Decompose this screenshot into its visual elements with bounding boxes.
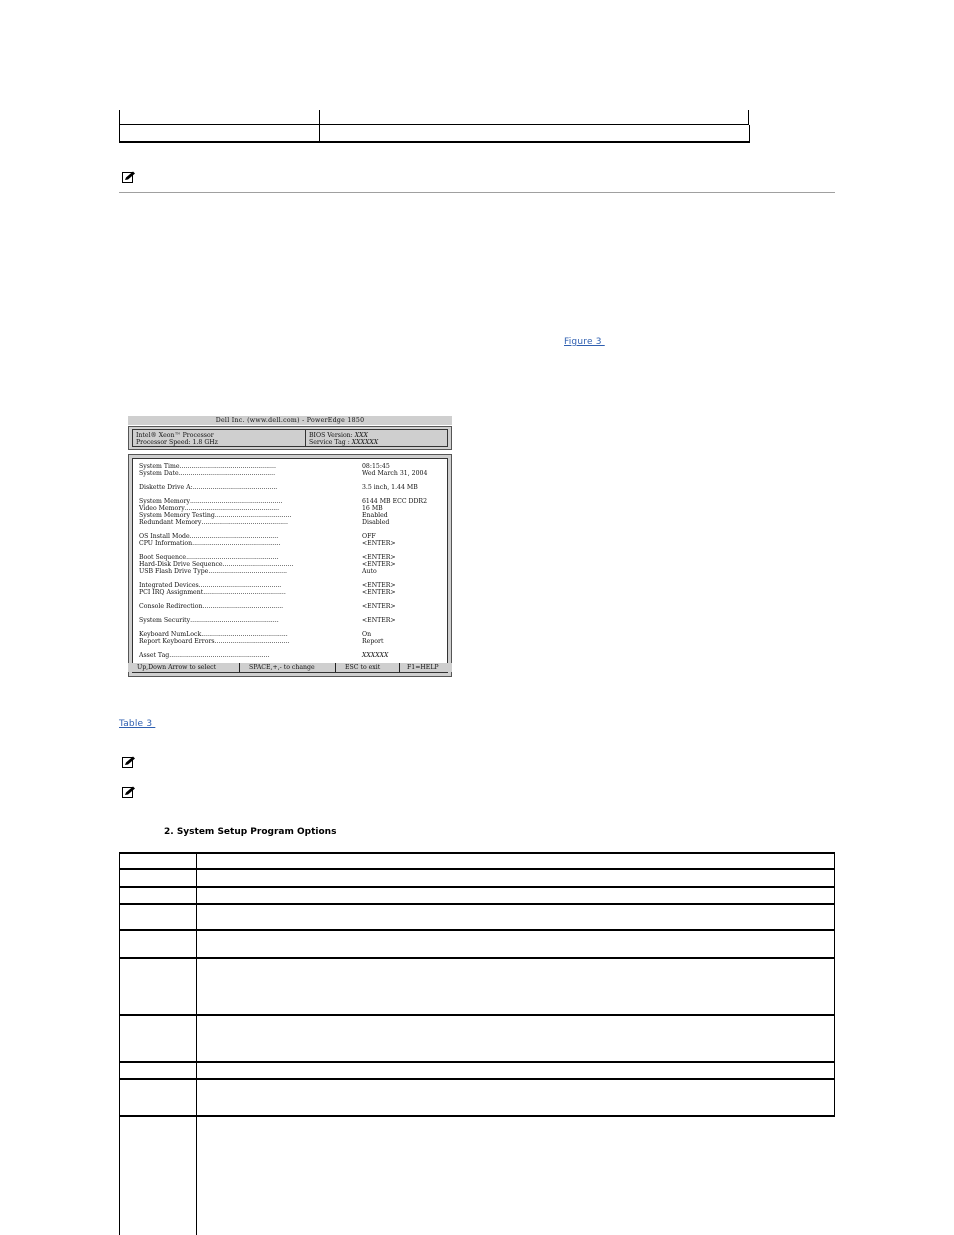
bios-setting-label: System Security [139, 617, 191, 624]
bios-setup-screen-figure [128, 416, 452, 672]
bios-setting-row[interactable]: Diskette Drive A:........................................... 3.5 inch, 1.44 MB [139, 484, 418, 491]
bios-setting-label: OS Install Mode [139, 533, 190, 540]
bios-setting-row[interactable]: System Time................................................. 08:15:45 [139, 463, 390, 470]
service-tag: Service Tag : XXXXXX [309, 439, 379, 446]
bios-status-bar [128, 663, 452, 672]
top-table [119, 110, 749, 142]
bios-setting-label: Video Memory [139, 505, 185, 512]
bios-setting-label: Console Redirection [139, 603, 203, 610]
note-icon [122, 171, 136, 183]
bios-setting-row[interactable]: Integrated Devices.......................................... <ENTER> [139, 582, 396, 589]
bios-setting-row[interactable]: USB Flash Drive Type........................................ Auto [139, 568, 377, 575]
bios-setting-row[interactable]: Hard-Disk Drive Sequence.................................... <ENTER> [139, 561, 396, 568]
bios-setting-label: System Memory [139, 498, 190, 505]
bios-setting-row[interactable]: System Memory Testing....................................... Enabled [139, 512, 388, 519]
status-select-hint: Up,Down Arrow to select [137, 664, 217, 671]
bios-setting-label: PCI IRQ Assignment [139, 589, 204, 596]
bios-setting-label: System Time [139, 463, 180, 470]
processor-name: Intel® Xeon™ Processor [136, 432, 214, 439]
bios-setting-row[interactable]: PCI IRQ Assignment.......................................... <ENTER> [139, 589, 396, 596]
note-icon [122, 756, 136, 768]
table-link[interactable]: Table 3 [119, 719, 156, 729]
figure-link[interactable]: Figure 3 [564, 337, 605, 347]
bios-setting-row[interactable]: System Security............................................. <ENTER> [139, 617, 396, 624]
bios-setting-row[interactable]: Report Keyboard Errors...................................... Report [139, 638, 384, 645]
table-caption: 2. System Setup Program Options [164, 827, 337, 837]
bios-setting-row[interactable]: Console Redirection......................................... <ENTER> [139, 603, 396, 610]
bios-setting-label: Hard-Disk Drive Sequence [139, 561, 223, 568]
bios-setting-label: Boot Sequence [139, 554, 187, 561]
bios-setting-row[interactable]: OS Install Mode............................................. OFF [139, 533, 376, 540]
bios-setting-value: <ENTER> [362, 561, 396, 568]
bios-version: BIOS Version: XXX [309, 432, 368, 439]
processor-speed: Processor Speed: 1.8 GHz [136, 439, 218, 446]
top-table-row [119, 110, 749, 125]
bios-setting-row[interactable]: Keyboard NumLock............................................ On [139, 631, 372, 638]
status-change-hint: SPACE,+,- to change [249, 664, 315, 671]
bios-setting-label: Report Keyboard Errors [139, 638, 215, 645]
bios-setting-label: Redundant Memory [139, 519, 202, 526]
bios-setting-value: On [362, 631, 372, 638]
bios-setting-value: 3.5 inch, 1.44 MB [362, 484, 418, 491]
bios-setting-value: OFF [362, 533, 376, 540]
bios-setting-value: 08:15:45 [362, 463, 390, 470]
bios-setting-value: 6144 MB ECC DDR2 [362, 498, 428, 505]
status-exit-hint: ESC to exit [345, 664, 381, 671]
bios-setting-row[interactable]: CPU Information............................................. <ENTER> [139, 540, 396, 547]
bios-info-box [128, 426, 452, 450]
bios-setting-value: Wed March 31, 2004 [362, 470, 428, 477]
status-help-hint: F1=HELP [407, 664, 439, 671]
bios-setting-value: Auto [362, 568, 377, 575]
note-icon [122, 786, 136, 798]
bios-setting-row[interactable]: Boot Sequence............................................... <ENTER> [139, 554, 396, 561]
bios-setting-value: <ENTER> [362, 589, 396, 596]
bios-setting-value: Report [362, 638, 384, 645]
bios-setting-row[interactable]: Asset Tag................................................... XXXXXX [139, 652, 389, 659]
bios-setting-value: Enabled [362, 512, 388, 519]
bios-setting-label: Diskette Drive A: [139, 484, 193, 491]
bios-setting-row[interactable]: Video Memory................................................ 16 MB [139, 505, 383, 512]
bios-setting-label: Asset Tag [139, 652, 170, 659]
bios-settings-box [128, 454, 452, 677]
bios-setting-row[interactable]: System Date................................................. Wed March 31, 2004 [139, 470, 428, 477]
options-table [119, 852, 835, 1235]
bios-setting-value: XXXXXX [362, 652, 389, 659]
bios-setting-value: <ENTER> [362, 554, 396, 561]
bios-title-bar: Dell Inc. (www.dell.com) - PowerEdge 1850 [128, 416, 452, 425]
bios-setting-row[interactable]: Redundant Memory............................................ Disabled [139, 519, 390, 526]
bios-setting-label: System Memory Testing [139, 512, 215, 519]
bios-setting-value: <ENTER> [362, 603, 396, 610]
bios-setting-value: <ENTER> [362, 582, 396, 589]
bios-setting-value: Disabled [362, 519, 390, 526]
bios-setting-label: USB Flash Drive Type [139, 568, 209, 575]
bios-setting-value: <ENTER> [362, 540, 396, 547]
bios-setting-value: <ENTER> [362, 617, 396, 624]
bios-setting-value: 16 MB [362, 505, 383, 512]
bios-setting-label: Integrated Devices [139, 582, 199, 589]
top-table-row [119, 125, 750, 143]
horizontal-rule [119, 192, 835, 193]
bios-setting-label: Keyboard NumLock [139, 631, 202, 638]
bios-setting-label: CPU Information [139, 540, 193, 547]
bios-setting-row[interactable]: System Memory............................................... 6144 MB ECC DDR2 [139, 498, 428, 505]
bios-setting-label: System Date [139, 470, 179, 477]
